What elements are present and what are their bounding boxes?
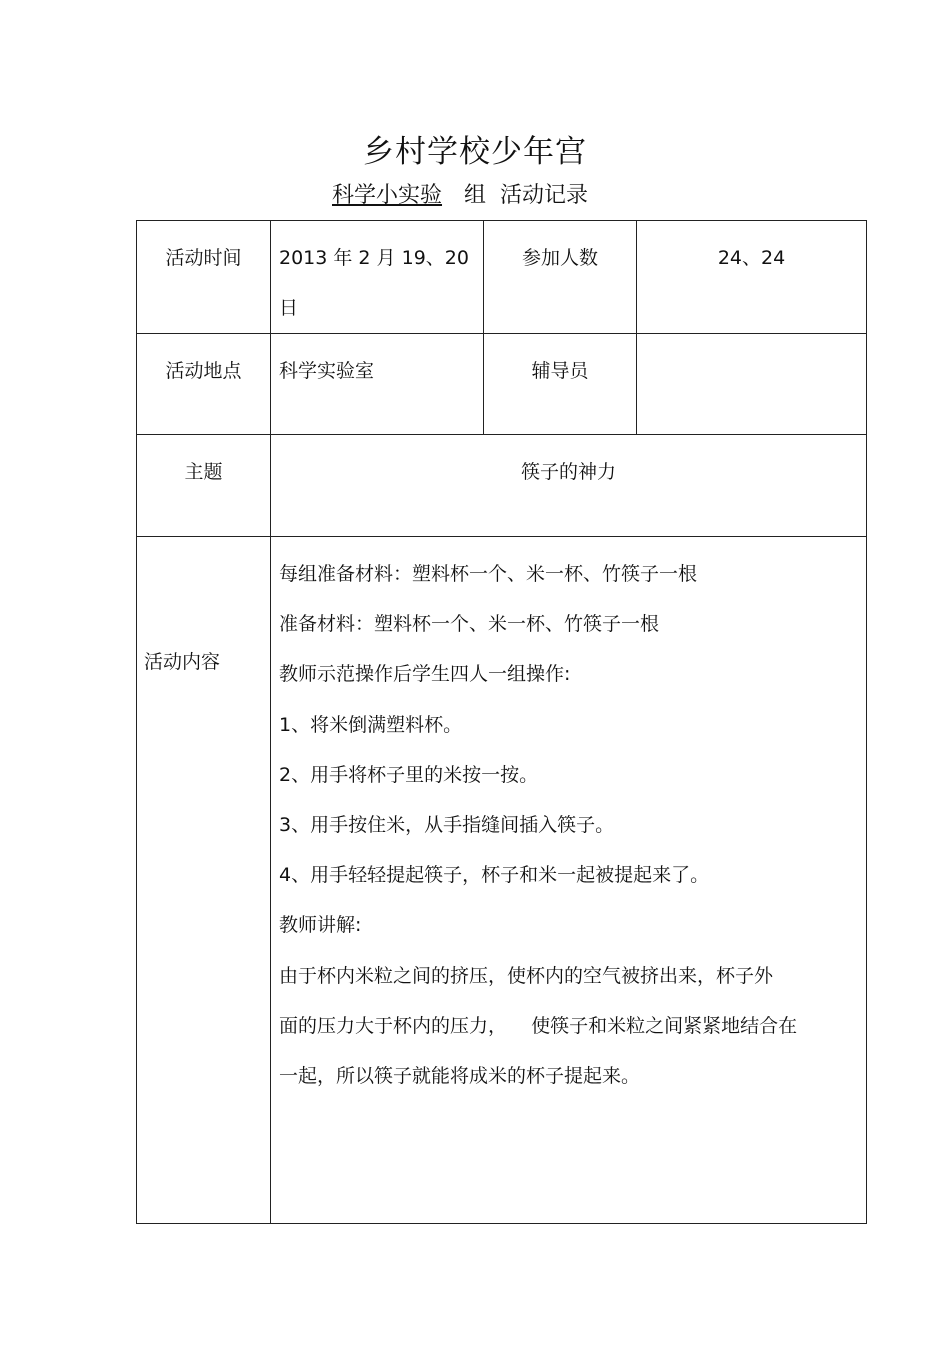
counselor-value — [637, 334, 866, 346]
time-label-cell — [137, 221, 271, 334]
group-suffix: 组 — [464, 183, 487, 208]
table-row — [137, 435, 867, 537]
counselor-label: 辅导员 — [531, 360, 589, 382]
content-body — [271, 537, 866, 1101]
time-value-line2: 日 — [279, 297, 299, 319]
place-label: 活动地点 — [165, 360, 242, 382]
time-value-cell — [271, 221, 484, 334]
place-label-cell — [137, 334, 271, 435]
time-label: 活动时间 — [165, 247, 242, 269]
page-title: 乡村学校少年宫 — [363, 134, 587, 170]
content-line: 1、将米倒满塑料杯。 — [279, 713, 463, 736]
page-subtitle — [318, 178, 588, 209]
record-label: 活动记录 — [500, 183, 589, 208]
content-line: 准备材料：塑料杯一个、米一杯、竹筷子一根 — [279, 613, 660, 636]
table-row — [137, 334, 867, 435]
activity-record-table — [136, 220, 867, 1224]
participants-value-cell — [637, 221, 867, 334]
table-row — [137, 221, 867, 334]
content-line: 教师示范操作后学生四人一组操作: — [279, 663, 571, 686]
content-line: 4、用手轻轻提起筷子，杯子和米一起被提起来了。 — [279, 864, 710, 887]
theme-value-cell — [271, 435, 867, 537]
content-label: 活动内容 — [144, 651, 221, 673]
participants-label: 参加人数 — [521, 247, 598, 269]
place-value: 科学实验室 — [279, 360, 375, 382]
content-line: 2、用手将杯子里的米按一按。 — [279, 763, 539, 786]
content-line: 3、用手按住米，从手指缝间插入筷子。 — [279, 814, 615, 837]
theme-label: 主题 — [184, 461, 223, 483]
counselor-value-cell — [637, 334, 867, 435]
content-value-cell — [271, 537, 867, 1224]
content-line: 面的压力大于杯内的压力， 使筷子和米粒之间紧紧地结合在 — [279, 1014, 798, 1037]
content-line: 教师讲解: — [279, 914, 362, 937]
participants-label-cell — [484, 221, 637, 334]
content-line: 由于杯内米粒之间的挤压，使杯内的空气被挤出来，杯子外 — [279, 964, 774, 987]
group-name: 科学小实验 — [332, 183, 443, 208]
theme-label-cell — [137, 435, 271, 537]
table-row — [137, 537, 867, 1224]
theme-value: 筷子的神力 — [520, 461, 616, 483]
counselor-label-cell — [484, 334, 637, 435]
content-line: 每组准备材料：塑料杯一个、米一杯、竹筷子一根 — [279, 563, 698, 585]
participants-value: 24、24 — [717, 247, 786, 269]
place-value-cell — [271, 334, 484, 435]
content-line: 一起，所以筷子就能将成米的杯子提起来。 — [279, 1065, 641, 1088]
time-value-line1: 2013 年 2 月 19、20 — [279, 247, 469, 269]
content-label-cell — [137, 537, 271, 1224]
